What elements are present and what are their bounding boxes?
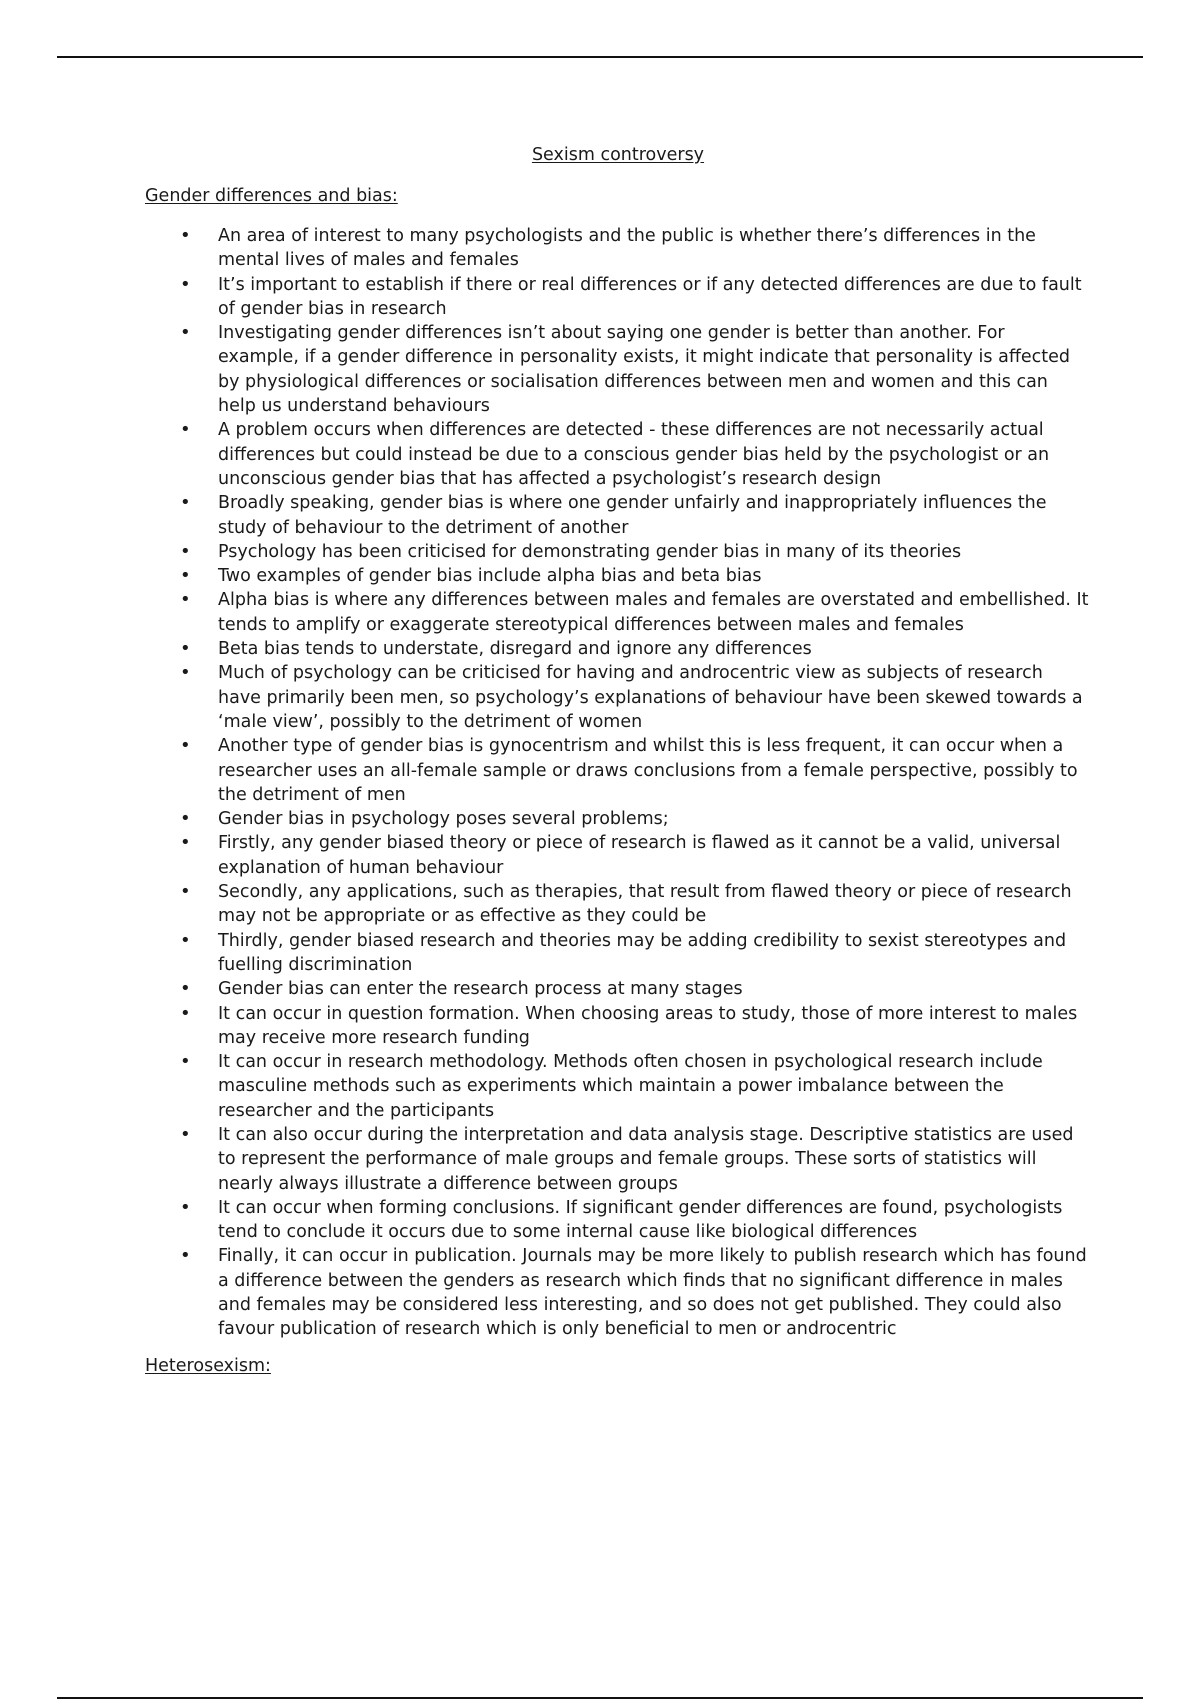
list-item: • A problem occurs when differences are detected - these differences are not necessarily actual differences but could instead be due to a conscious gender bias held by the psychologist or an unconscious gender bias that has affected a psychologist’s research design [145,418,1091,491]
list-item: • Broadly speaking, gender bias is where one gender unfairly and inappropriately influences the study of behaviour to the detriment of another [145,491,1091,540]
list-item: • It can occur in question formation. When choosing areas to study, those of more interest to males may receive more research funding [145,1002,1091,1051]
section-heading-heterosexism: Heterosexism: [145,1355,271,1376]
list-item: • Another type of gender bias is gynocentrism and whilst this is less frequent, it can occur when a researcher uses an all-female sample or draws conclusions from a female perspective, possibly to the detriment of men [145,734,1091,807]
list-item: • Beta bias tends to understate, disregard and ignore any differences [145,637,1091,661]
list-item: • It’s important to establish if there or real differences or if any detected differences are due to fault of gender bias in research [145,273,1091,322]
list-item: • Secondly, any applications, such as therapies, that result from flawed theory or piece of research may not be appropriate or as effective as they could be [145,880,1091,929]
list-item: • Much of psychology can be criticised for having and androcentric view as subjects of research have primarily been men, so psychology’s explanations of behaviour have been skewed towards a ‘male view’, possibly to the detriment of women [145,661,1091,734]
document-title: Sexism controversy [531,145,705,165]
list-item: • It can also occur during the interpretation and data analysis stage. Descriptive statistics are used to represent the performance of male groups and female groups. These sorts of statistics will nearly always illustrate a difference between groups [145,1123,1091,1196]
list-item: • Gender bias in psychology poses several problems; [145,807,1091,831]
list-item: • Thirdly, gender biased research and theories may be adding credibility to sexist stereotypes and fuelling discrimination [145,929,1091,978]
list-item: • Alpha bias is where any differences between males and females are overstated and embellished. It tends to amplify or exaggerate stereotypical differences between males and females [145,588,1091,637]
list-item: • An area of interest to many psychologists and the public is whether there’s differences in the mental lives of males and females [145,224,1091,273]
list-item: • It can occur in research methodology. Methods often chosen in psychological research include masculine methods such as experiments which maintain a power imbalance between the researcher and the participants [145,1050,1091,1123]
section-heading-gender-differences: Gender differences and bias: [145,186,398,206]
list-item: • Investigating gender differences isn’t about saying one gender is better than another. For example, if a gender difference in personality exists, it might indicate that personality is affected by physiological differences or socialisation differences between men and women and this can help us understand behaviours [145,321,1091,418]
bullet-list [145,224,1091,1378]
list-item: • It can occur when forming conclusions. If significant gender differences are found, psychologists tend to conclude it occurs due to some internal cause like biological differences [145,1196,1091,1245]
list-item: • Firstly, any gender biased theory or piece of research is flawed as it cannot be a valid, universal explanation of human behaviour [145,831,1091,880]
list-item: • Psychology has been criticised for demonstrating gender bias in many of its theories [145,540,1091,564]
top-divider [57,56,1143,58]
list-item: • Finally, it can occur in publication. Journals may be more likely to publish research which has found a difference between the genders as research which finds that no significant difference in males and females may be considered less interesting, and so does not get published. They could also favour publication of research which is only beneficial to men or androcentric [145,1244,1091,1341]
list-item: • Two examples of gender bias include alpha bias and beta bias [145,564,1091,588]
list-item: • Gender bias can enter the research process at many stages [145,977,1091,1001]
bottom-divider [57,1697,1143,1699]
